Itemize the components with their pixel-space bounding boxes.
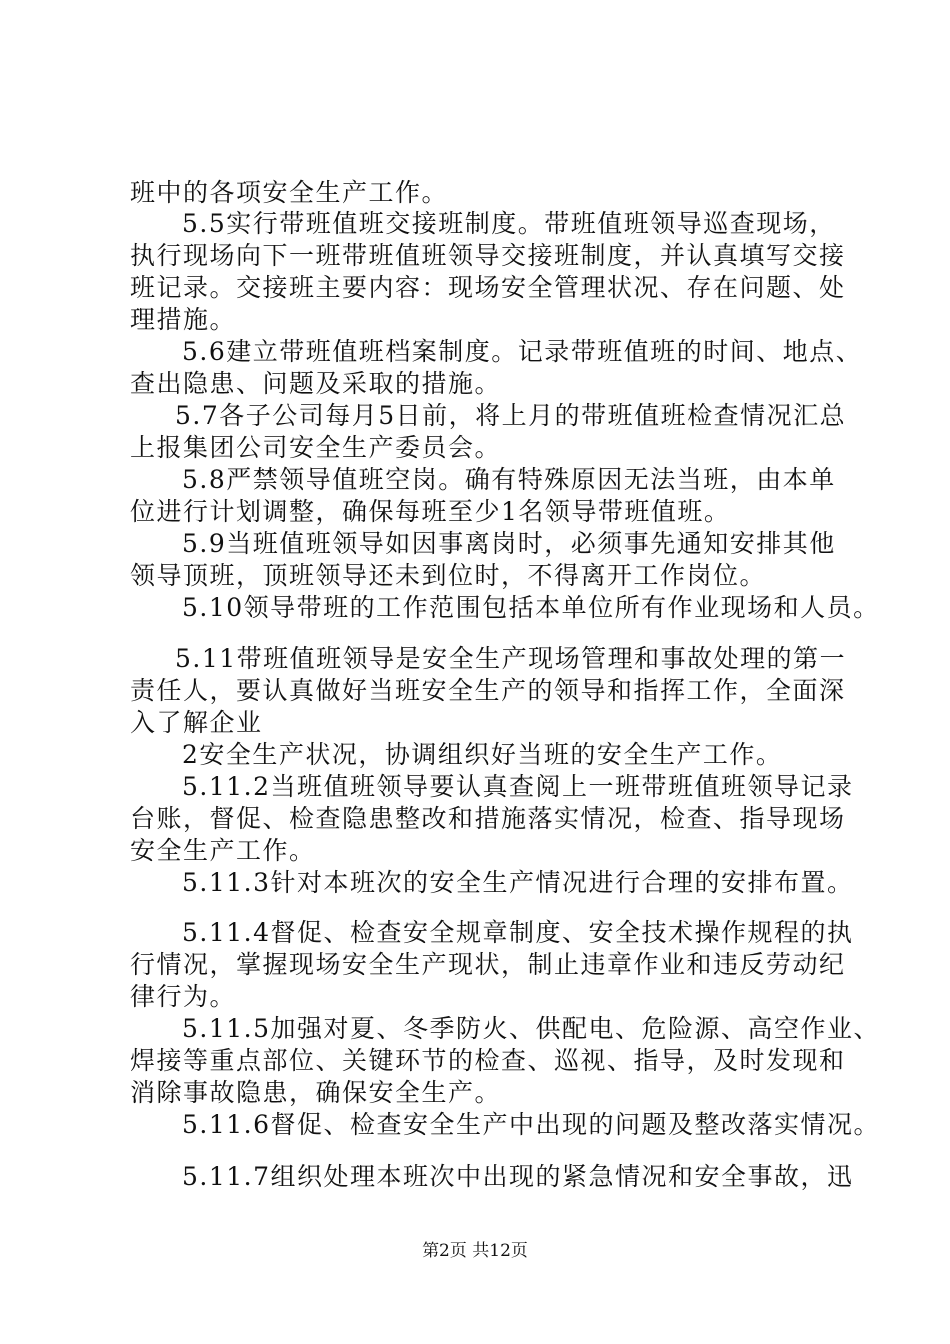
- text-line: 焊接等重点部位、关键环节的检查、巡视、指导，及时发现和: [130, 1046, 846, 1075]
- text-line: 5.11.2当班值班领导要认真查阅上一班带班值班领导记录: [182, 772, 854, 801]
- text-line: 5.6建立带班值班档案制度。记录带班值班的时间、地点、: [182, 337, 863, 366]
- text-line: 台账，督促、检查隐患整改和措施落实情况，检查、指导现场: [130, 804, 846, 833]
- text-line: 班中的各项安全生产工作。: [130, 178, 449, 207]
- text-line: 领导顶班，顶班领导还未到位时，不得离开工作岗位。: [130, 561, 767, 590]
- text-line: 位进行计划调整，确保每班至少1名领导带班值班。: [130, 497, 731, 526]
- text-line: 2安全生产状况，协调组织好当班的安全生产工作。: [182, 740, 783, 769]
- text-line: 执行现场向下一班带班值班领导交接班制度，并认真填写交接: [130, 241, 846, 270]
- text-line: 入了解企业: [130, 708, 263, 737]
- text-line: 5.5实行带班值班交接班制度。带班值班领导巡查现场，: [182, 209, 836, 238]
- text-line: 5.11.7组织处理本班次中出现的紧急情况和安全事故，迅: [182, 1162, 854, 1191]
- text-line: 班记录。交接班主要内容：现场安全管理状况、存在问题、处: [130, 273, 846, 302]
- text-line: 5.10领导带班的工作范围包括本单位所有作业现场和人员。: [182, 593, 880, 622]
- text-line: 上报集团公司安全生产委员会。: [130, 433, 502, 462]
- text-line: 行情况，掌握现场安全生产现状，制止违章作业和违反劳动纪: [130, 950, 846, 979]
- text-line: 5.11带班值班领导是安全生产现场管理和事故处理的第一: [175, 644, 847, 673]
- text-line: 责任人，要认真做好当班安全生产的领导和指挥工作，全面深: [130, 676, 846, 705]
- text-line: 5.11.4督促、检查安全规章制度、安全技术操作规程的执: [182, 918, 854, 947]
- text-line: 5.9当班值班领导如因事离岗时，必须事先通知安排其他: [182, 529, 836, 558]
- text-line: 5.11.6督促、检查安全生产中出现的问题及整改落实情况。: [182, 1110, 881, 1139]
- page-number-footer: 第2页 共12页: [422, 1241, 528, 1261]
- text-line: 5.7各子公司每月5日前，将上月的带班值班检查情况汇总: [175, 401, 847, 430]
- text-line: 消除事故隐患，确保安全生产。: [130, 1078, 502, 1107]
- text-line: 5.11.3针对本班次的安全生产情况进行合理的安排布置。: [182, 868, 854, 897]
- text-line: 查出隐患、问题及采取的措施。: [130, 369, 502, 398]
- text-line: 安全生产工作。: [130, 836, 316, 865]
- text-line: 5.8严禁领导值班空岗。确有特殊原因无法当班，由本单: [182, 465, 836, 494]
- text-line: 理措施。: [130, 305, 237, 334]
- text-line: 律行为。: [130, 982, 237, 1011]
- text-line: 5.11.5加强对夏、冬季防火、供配电、危险源、高空作业、: [182, 1014, 881, 1043]
